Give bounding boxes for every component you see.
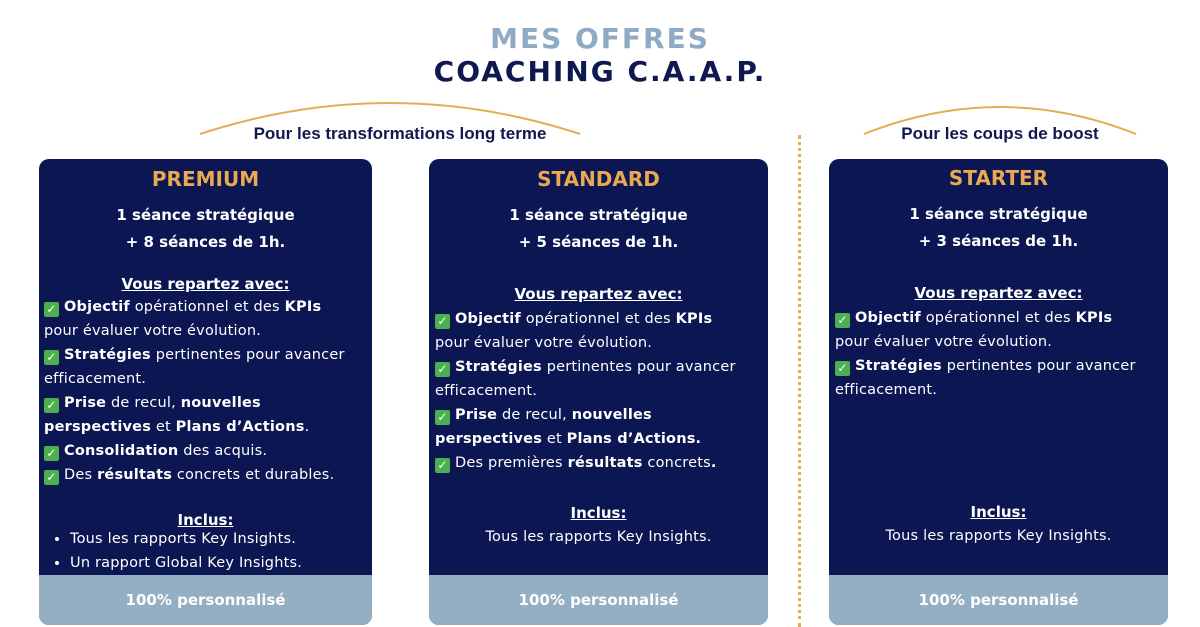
list-item: Tous les rapports Key Insights. [885, 528, 1112, 544]
list-item: • Un rapport Global Key Insights. [70, 551, 302, 575]
outcomes-list [44, 295, 345, 487]
check-icon: ✓ [435, 314, 450, 329]
check-icon: ✓ [435, 458, 450, 473]
dotted-divider [798, 135, 801, 627]
list-item: Tous les rapports Key Insights. [485, 529, 712, 545]
page-title-line2: COACHING C.A.A.P. [433, 55, 767, 88]
card-title: STARTER [948, 166, 1049, 190]
sessions-line2: + 8 séances de 1h. [125, 233, 286, 251]
card-footer: 100% personnalisé [39, 575, 372, 625]
long-term-label: Pour les transformations long terme [253, 124, 547, 143]
outcomes-list [435, 307, 736, 475]
sessions-line2: + 5 séances de 1h. [518, 233, 679, 251]
check-icon: ✓ [435, 362, 450, 377]
check-icon: ✓ [835, 361, 850, 376]
list-item: ✓ Consolidation des acquis. [44, 439, 345, 463]
list-item: • Tous les rapports Key Insights. [70, 527, 302, 551]
list-item: ✓ Des résultats concrets et durables. [44, 463, 345, 487]
sessions-line1: 1 séance stratégique [909, 205, 1088, 223]
sessions-line2: + 3 séances de 1h. [918, 232, 1079, 250]
included-heading: Inclus: [970, 503, 1027, 521]
outcomes-list [835, 306, 1136, 402]
included-heading: Inclus: [177, 511, 234, 529]
included-list [829, 524, 1168, 548]
outcomes-heading: Vous repartez avec: [914, 284, 1083, 302]
list-item: perspectives et Plans d’Actions. [435, 431, 702, 447]
sessions-line1: 1 séance stratégique [509, 206, 688, 224]
list-item: ✓ Stratégies pertinentes pour avancer [44, 343, 345, 367]
check-icon: ✓ [44, 302, 59, 317]
check-icon: ✓ [44, 398, 59, 413]
list-item: efficacement. [435, 383, 538, 399]
list-item: ✓ Objectif opérationnel et des KPIs [835, 306, 1136, 330]
included-heading: Inclus: [570, 504, 627, 522]
included-list [44, 527, 302, 575]
check-icon: ✓ [44, 446, 59, 461]
card-footer: 100% personnalisé [429, 575, 768, 625]
list-item: efficacement. [835, 382, 938, 398]
list-item: pour évaluer votre évolution. [835, 334, 1053, 350]
check-icon: ✓ [435, 410, 450, 425]
card-title: STANDARD [537, 167, 660, 191]
check-icon: ✓ [44, 470, 59, 485]
list-item: ✓ Prise de recul, nouvelles [44, 391, 345, 415]
card-starter [829, 159, 1168, 625]
list-item: ✓ Stratégies pertinentes pour avancer [435, 355, 736, 379]
list-item: ✓ Prise de recul, nouvelles [435, 403, 736, 427]
list-item: pour évaluer votre évolution. [44, 323, 262, 339]
card-premium [39, 159, 372, 625]
included-list [429, 525, 768, 549]
list-item: ✓ Stratégies pertinentes pour avancer [835, 354, 1136, 378]
card-footer: 100% personnalisé [829, 575, 1168, 625]
list-item: ✓ Objectif opérationnel et des KPIs [435, 307, 736, 331]
check-icon: ✓ [44, 350, 59, 365]
sessions-line1: 1 séance stratégique [116, 206, 295, 224]
page-title-line1: MES OFFRES [490, 22, 710, 55]
card-standard [429, 159, 768, 625]
list-item: ✓ Objectif opérationnel et des KPIs [44, 295, 345, 319]
sessions [39, 202, 372, 256]
outcomes-heading: Vous repartez avec: [121, 275, 290, 293]
list-item: perspectives et Plans d’Actions. [44, 419, 310, 435]
list-item: efficacement. [44, 371, 147, 387]
list-item: pour évaluer votre évolution. [435, 335, 653, 351]
outcomes-heading: Vous repartez avec: [514, 285, 683, 303]
card-title: PREMIUM [151, 167, 260, 191]
boost-label: Pour les coups de boost [901, 124, 1099, 143]
list-item: ✓ Des premières résultats concrets. [435, 451, 736, 475]
sessions [429, 202, 768, 256]
check-icon: ✓ [835, 313, 850, 328]
sessions [829, 201, 1168, 255]
